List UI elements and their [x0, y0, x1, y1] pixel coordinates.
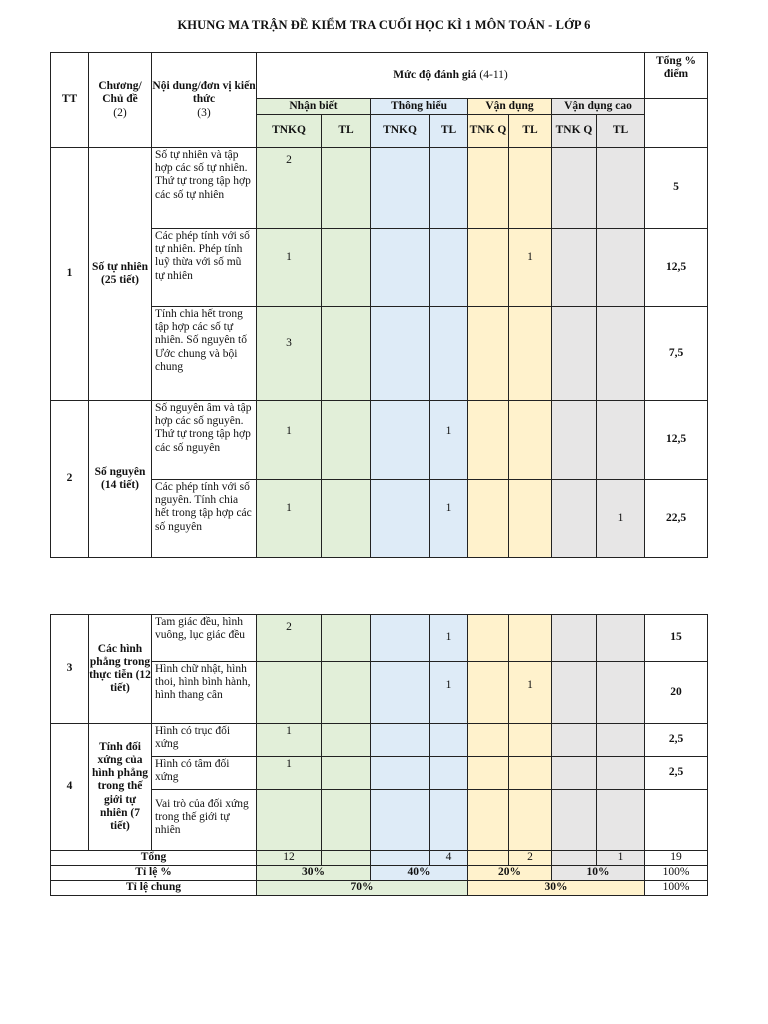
summary-tong-th-empty [371, 851, 430, 866]
matrix-table-part-2 [50, 614, 708, 896]
row-5-nb-tnkq: 1 [257, 480, 322, 558]
row-2-total: 12,5 [645, 229, 708, 307]
row-8-th-tnkq [371, 724, 430, 757]
header-levels-num: (4-11) [479, 68, 508, 81]
header-thong-hieu: Thông hiểu [371, 99, 468, 115]
header-vd-tnkq: TNK Q [468, 115, 509, 148]
row-2-vd-tl: 1 [509, 229, 552, 307]
summary-tile-th: 40% [371, 866, 468, 881]
row-9-nb-tl [322, 757, 371, 790]
row-2-content: Các phép tính với số tự nhiên. Phép tính luỹ thừa với số mũ tự nhiên [152, 229, 257, 307]
row-9-vd-tl [509, 757, 552, 790]
row-3-vdc-tnkq [552, 307, 597, 401]
row-1-vdc-tl [597, 148, 645, 229]
summary-tong-vd: 2 [509, 851, 552, 866]
header-total-empty [645, 99, 708, 148]
row-5-vdc-tl: 1 [597, 480, 645, 558]
header-van-dung-cao: Vận dụng cao [552, 99, 645, 115]
row-5-th-tnkq [371, 480, 430, 558]
row-1-th-tl [430, 148, 468, 229]
row-8-content: Hình có trục đối xứng [152, 724, 257, 757]
row-2-vd-tnkq [468, 229, 509, 307]
header-th-tl: TL [430, 115, 468, 148]
row-7-vd-tl: 1 [509, 662, 552, 724]
row-3-content: Tính chia hết trong tập hợp các số tự nhiên. Số nguyên tố Ước chung và bội chung [152, 307, 257, 401]
summary-tile-label: Tỉ lệ % [51, 866, 257, 881]
row-7-th-tnkq [371, 662, 430, 724]
row-9-total: 2,5 [645, 757, 708, 790]
row-6-vdc-tl [597, 615, 645, 662]
row-3-nb-tnkq: 3 [257, 307, 322, 401]
row-10-vdc-tnkq [552, 790, 597, 851]
header-nb-tnkq: TNKQ [257, 115, 322, 148]
row-9-vd-tnkq [468, 757, 509, 790]
row-9-vdc-tnkq [552, 757, 597, 790]
header-van-dung: Vận dụng [468, 99, 552, 115]
row-4-nb-tnkq: 1 [257, 401, 322, 480]
row-2-th-tl [430, 229, 468, 307]
row-10-nb-tl [322, 790, 371, 851]
row-10-nb-tnkq [257, 790, 322, 851]
row-7-vdc-tl [597, 662, 645, 724]
row-10-th-tnkq [371, 790, 430, 851]
row-3-th-tnkq [371, 307, 430, 401]
row-1-nb-tl [322, 148, 371, 229]
header-nhan-biet: Nhận biết [257, 99, 371, 115]
row-4-th-tnkq [371, 401, 430, 480]
row-9-th-tnkq [371, 757, 430, 790]
row-4-vdc-tl [597, 401, 645, 480]
row-10-vdc-tl [597, 790, 645, 851]
row-7-th-tl: 1 [430, 662, 468, 724]
row-1-total: 5 [645, 148, 708, 229]
chapter-1-tt: 1 [51, 148, 89, 401]
row-4-th-tl: 1 [430, 401, 468, 480]
summary-tile-total: 100% [645, 866, 708, 881]
summary-tong-vdc: 1 [597, 851, 645, 866]
summary-tong-vdc-empty [552, 851, 597, 866]
row-3-nb-tl [322, 307, 371, 401]
row-8-nb-tl [322, 724, 371, 757]
row-6-vd-tnkq [468, 615, 509, 662]
row-7-vd-tnkq [468, 662, 509, 724]
summary-tong-total: 19 [645, 851, 708, 866]
summary-tong-nb: 12 [257, 851, 322, 866]
row-3-vd-tnkq [468, 307, 509, 401]
summary-tlc-total: 100% [645, 881, 708, 896]
summary-tile-vd: 20% [468, 866, 552, 881]
row-4-vdc-tnkq [552, 401, 597, 480]
summary-tile-vdc: 10% [552, 866, 645, 881]
row-6-vd-tl [509, 615, 552, 662]
matrix-table-part-1 [50, 52, 708, 558]
row-1-th-tnkq [371, 148, 430, 229]
row-8-nb-tnkq: 1 [257, 724, 322, 757]
row-2-nb-tl [322, 229, 371, 307]
chapter-3-name: Các hình phẳng trong thực tiễn (12 tiết) [89, 615, 152, 724]
row-6-th-tnkq [371, 615, 430, 662]
document-title: KHUNG MA TRẬN ĐỀ KIỂM TRA CUỐI HỌC KÌ 1 MÔN TOÁN - LỚP 6 [177, 18, 591, 32]
chapter-4-tt: 4 [51, 724, 89, 851]
summary-tong-vd-empty [468, 851, 509, 866]
chapter-1-name: Số tự nhiên (25 tiết) [89, 148, 152, 401]
row-4-vd-tnkq [468, 401, 509, 480]
row-6-content: Tam giác đều, hình vuông, lục giác đều [152, 615, 257, 662]
summary-tlc-1: 70% [257, 881, 468, 896]
row-7-vdc-tnkq [552, 662, 597, 724]
row-9-th-tl [430, 757, 468, 790]
header-chapter-label: Chương/ Chủ đề [98, 80, 142, 106]
chapter-2-name: Số nguyên (14 tiết) [89, 401, 152, 558]
row-8-th-tl [430, 724, 468, 757]
row-7-content: Hình chữ nhật, hình thoi, hình bình hành, hình thang cân [152, 662, 257, 724]
row-8-vd-tl [509, 724, 552, 757]
row-7-total: 20 [645, 662, 708, 724]
row-7-nb-tl [322, 662, 371, 724]
row-4-nb-tl [322, 401, 371, 480]
row-7-nb-tnkq [257, 662, 322, 724]
row-10-content: Vai trò của đối xứng trong thế giới tự nhiên [152, 790, 257, 851]
header-levels-label: Mức độ đánh giá [393, 68, 477, 81]
header-content-label: Nội dung/đơn vị kiến thức [152, 80, 256, 106]
row-1-nb-tnkq: 2 [257, 148, 322, 229]
summary-tlc-2: 30% [468, 881, 645, 896]
row-3-total: 7,5 [645, 307, 708, 401]
row-6-nb-tl [322, 615, 371, 662]
row-5-total: 22,5 [645, 480, 708, 558]
row-3-vdc-tl [597, 307, 645, 401]
row-10-th-tl [430, 790, 468, 851]
row-4-vd-tl [509, 401, 552, 480]
header-vd-tl: TL [509, 115, 552, 148]
row-5-nb-tl [322, 480, 371, 558]
summary-tong-label: Tổng [51, 851, 257, 866]
chapter-2-tt: 2 [51, 401, 89, 558]
row-6-nb-tnkq: 2 [257, 615, 322, 662]
row-1-vd-tnkq [468, 148, 509, 229]
row-2-vdc-tnkq [552, 229, 597, 307]
row-3-th-tl [430, 307, 468, 401]
row-9-nb-tnkq: 1 [257, 757, 322, 790]
row-5-vd-tnkq [468, 480, 509, 558]
header-total: Tổng % điểm [645, 53, 708, 99]
row-5-content: Các phép tính với số nguyên. Tính chia hết trong tập hợp các số nguyên [152, 480, 257, 558]
row-6-th-tl: 1 [430, 615, 468, 662]
summary-tong-th: 4 [430, 851, 468, 866]
row-10-vd-tl [509, 790, 552, 851]
header-tt: TT [51, 53, 89, 148]
row-5-vdc-tnkq [552, 480, 597, 558]
summary-tlc-label: Tỉ lệ chung [51, 881, 257, 896]
row-3-vd-tl [509, 307, 552, 401]
row-1-vdc-tnkq [552, 148, 597, 229]
row-5-vd-tl [509, 480, 552, 558]
row-6-total: 15 [645, 615, 708, 662]
summary-tile-nb: 30% [257, 866, 371, 881]
header-vdc-tnkq: TNK Q [552, 115, 597, 148]
header-content [152, 53, 257, 148]
row-8-total: 2,5 [645, 724, 708, 757]
row-2-th-tnkq [371, 229, 430, 307]
row-10-vd-tnkq [468, 790, 509, 851]
header-chapter-num: (2) [113, 106, 127, 119]
row-8-vd-tnkq [468, 724, 509, 757]
chapter-4-name: Tính đối xứng của hình phẳng trong thế giới tự nhiên (7 tiết) [89, 724, 152, 851]
row-10-total [645, 790, 708, 851]
row-5-th-tl: 1 [430, 480, 468, 558]
row-8-vdc-tl [597, 724, 645, 757]
row-4-total: 12,5 [645, 401, 708, 480]
row-2-nb-tnkq: 1 [257, 229, 322, 307]
header-chapter [89, 53, 152, 148]
summary-tong-nb-empty [322, 851, 371, 866]
row-6-vdc-tnkq [552, 615, 597, 662]
chapter-3-tt: 3 [51, 615, 89, 724]
row-1-content: Số tự nhiên và tập hợp các số tự nhiên. Thứ tự trong tập hợp các số tự nhiên [152, 148, 257, 229]
row-1-vd-tl [509, 148, 552, 229]
row-8-vdc-tnkq [552, 724, 597, 757]
header-nb-tl: TL [322, 115, 371, 148]
header-vdc-tl: TL [597, 115, 645, 148]
header-levels [257, 53, 645, 99]
header-th-tnkq: TNKQ [371, 115, 430, 148]
header-content-num: (3) [197, 106, 211, 119]
row-4-content: Số nguyên âm và tập hợp các số nguyên. Thứ tự trong tập hợp các số nguyên [152, 401, 257, 480]
row-2-vdc-tl [597, 229, 645, 307]
row-9-vdc-tl [597, 757, 645, 790]
row-9-content: Hình có tâm đối xứng [152, 757, 257, 790]
